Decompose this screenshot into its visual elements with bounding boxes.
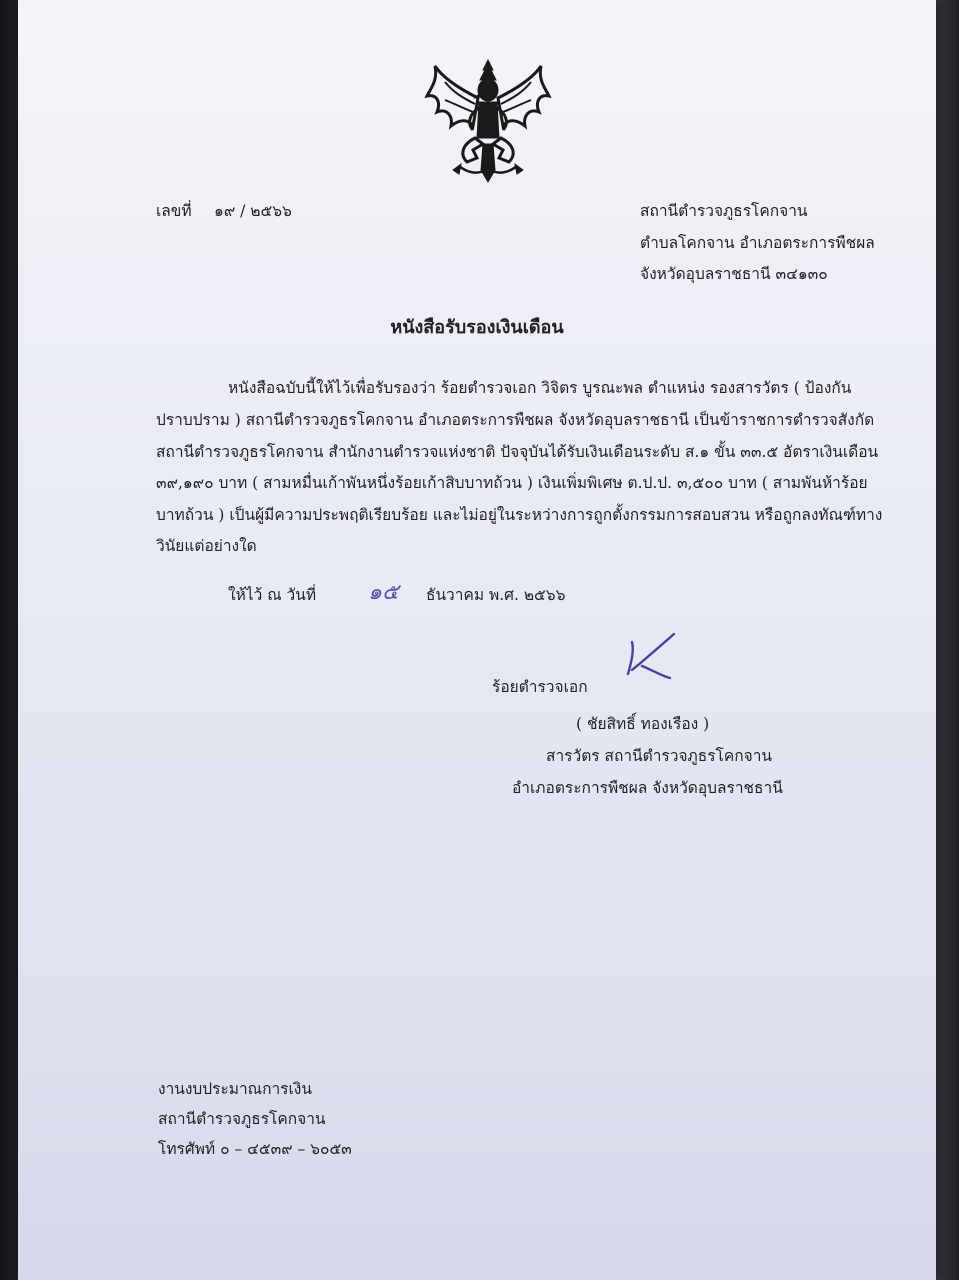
body-line: ปราบปราม ) สถานีตำรวจภูธรโคกจาน อำเภอตระการพืชผล จังหวัดอุบลราชธานี เป็นข้าราชการตำรวจสังกัด (156, 411, 875, 429)
footer-station: สถานีตำรวจภูธรโคกจาน (158, 1110, 326, 1128)
body-line: วินัยแต่อย่างใด (156, 537, 257, 555)
handwritten-signature-icon (618, 630, 698, 692)
body-line: บาทถ้วน ) เป็นผู้มีความประพฤติเรียบร้อย และไม่อยู่ในระหว่างการถูกตั้งกรรมการสอบสวน หรือถูกลงทัณฑ์ทาง (156, 506, 883, 524)
signer-rank: ร้อยตำรวจเอก (492, 678, 588, 696)
document-page (18, 0, 936, 1280)
address-line-2: ตำบลโคกจาน อำเภอตระการพืชผล (640, 234, 875, 252)
body-line: ๓๙,๑๙๐ บาท ( สามหมื่นเก้าพันหนึ่งร้อยเก้าสิบบาทถ้วน ) เงินเพิ่มพิเศษ ต.ป.ป. ๓,๕๐๐ บาท ( สามพันห้าร้อย (156, 474, 868, 492)
reference-number: ๑๙ / ๒๕๖๖ (214, 202, 292, 220)
reference-label: เลขที่ (156, 202, 192, 220)
document-title: หนังสือรับรองเงินเดือน (390, 317, 564, 338)
body-line: หนังสือฉบับนี้ให้ไว้เพื่อรับรองว่า ร้อยตำรวจเอก วิจิตร บูรณะพล ตำแหน่ง รองสารวัตร ( ป้องกัน (228, 379, 852, 397)
date-day-handwritten: ๑๕ (368, 580, 399, 605)
date-suffix: ธันวาคม พ.ศ. ๒๕๖๖ (426, 586, 566, 604)
address-line-1: สถานีตำรวจภูธรโคกจาน (640, 202, 808, 220)
address-line-3: จังหวัดอุบลราชธานี ๓๔๑๓๐ (640, 265, 828, 283)
garuda-emblem-icon (423, 58, 553, 188)
signer-position-line-2: อำเภอตระการพืชผล จังหวัดอุบลราชธานี (512, 779, 783, 797)
signer-name: ( ชัยสิทธิ์ ทองเรือง ) (576, 715, 710, 733)
footer-department: งานงบประมาณการเงิน (158, 1080, 312, 1098)
signer-position-line-1: สารวัตร สถานีตำรวจภูธรโคกจาน (546, 747, 772, 765)
date-prefix: ให้ไว้ ณ วันที่ (228, 586, 317, 604)
body-line: สถานีตำรวจภูธรโคกจาน สำนักงานตำรวจแห่งชาติ ปัจจุบันได้รับเงินเดือนระดับ ส.๑ ขั้น ๓๓.๕ อัตราเงินเดือน (156, 443, 879, 461)
footer-phone: โทรศัพท์ ๐ – ๔๕๓๙ – ๖๐๕๓ (158, 1140, 352, 1158)
